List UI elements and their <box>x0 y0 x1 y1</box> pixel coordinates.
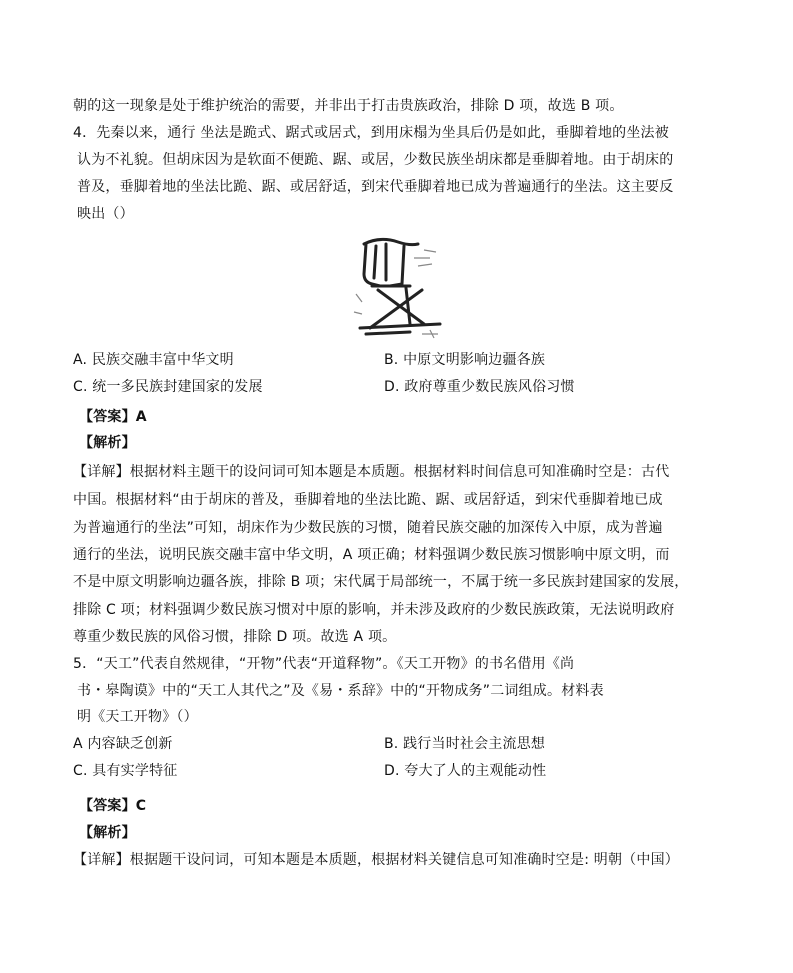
detail-line: 【详解】根据材料主题干的设问词可知本题是本质题。根据材料时间信息可知准确时空是：古代 <box>73 464 670 480</box>
option-c: C. 统一多民族封建国家的发展 <box>73 379 263 395</box>
detail-line: 中国。根据材料“由于胡床的普及，垂脚着地的坐法比跪、踞、或居舒适，到宋代垂脚着地已成 <box>73 492 663 508</box>
question-5-stem: 明《天工开物》（） <box>77 709 198 725</box>
option-a: A 内容缺乏创新 <box>73 736 173 752</box>
analysis-label: 【解析】 <box>79 825 136 841</box>
question-4-stem: 4．先秦以来，通行 坐法是跪式、踞式或居式，到用床榻为坐具后仍是如此，垂脚着地的坐法被 <box>73 125 669 141</box>
question-4-stem: 普及，垂脚着地的坐法比跪、踞、或居舒适，到宋代垂脚着地已成为普遍通行的坐法。这主要反 <box>77 179 674 195</box>
detail-line: 为普遍通行的坐法”可知，胡床作为少数民族的习惯，随着民族交融的加深传入中原，成为普遍 <box>73 520 663 536</box>
option-d: D. 政府尊重少数民族风俗习惯 <box>384 379 575 395</box>
answer-label: 【答案】C <box>79 798 147 814</box>
option-c: C. 具有实学特征 <box>73 763 178 779</box>
detail-line: 尊重少数民族的风俗习惯，排除 D 项。故选 A 项。 <box>73 629 397 645</box>
question-5-stem: 书・皋陶谟》中的“天工人其代之”及《易・系辞》中的“开物成务”二词组成。材料表 <box>77 683 604 699</box>
option-d: D. 夸大了人的主观能动性 <box>384 763 547 779</box>
question-4-stem: 映出（） <box>77 206 134 222</box>
detail-line: 通行的坐法，说明民族交融丰富中华文明，A 项正确；材料强调少数民族习惯影响中原文明，而 <box>73 547 670 563</box>
detail-line: 【详解】根据题干设问词，可知本题是本质题，根据材料关键信息可知准确时空是: 明朝（中国） <box>73 852 679 868</box>
text-line: 朝的这一现象是处于维护统治的需要，并非出于打击贵族政治，排除 D 项，故选 B 项。 <box>73 98 624 114</box>
detail-line: 排除 C 项；材料强调少数民族习惯对中原的影响，并未涉及政府的少数民族政策，无法说明政府 <box>73 602 675 618</box>
question-4-stem: 认为不礼貌。但胡床因为是软面不便跪、踞、或居，少数民族坐胡床都是垂脚着地。由于胡床的 <box>77 152 674 168</box>
option-b: B. 践行当时社会主流思想 <box>384 736 546 752</box>
option-a: A. 民族交融丰富中华文明 <box>73 352 234 368</box>
question-5-stem: 5．“天工”代表自然规律，“开物”代表“开道释物”。《天工开物》的书名借用《尚 <box>73 656 575 672</box>
option-b: B. 中原文明影响边疆各族 <box>384 352 546 368</box>
answer-label: 【答案】A <box>79 409 147 425</box>
detail-line: 不是中原文明影响边疆各族，排除 B 项；宋代属于局部统一，不属于统一多民族封建国家的发展， <box>73 574 689 590</box>
folding-chair-image <box>350 234 450 342</box>
analysis-label: 【解析】 <box>79 435 136 451</box>
